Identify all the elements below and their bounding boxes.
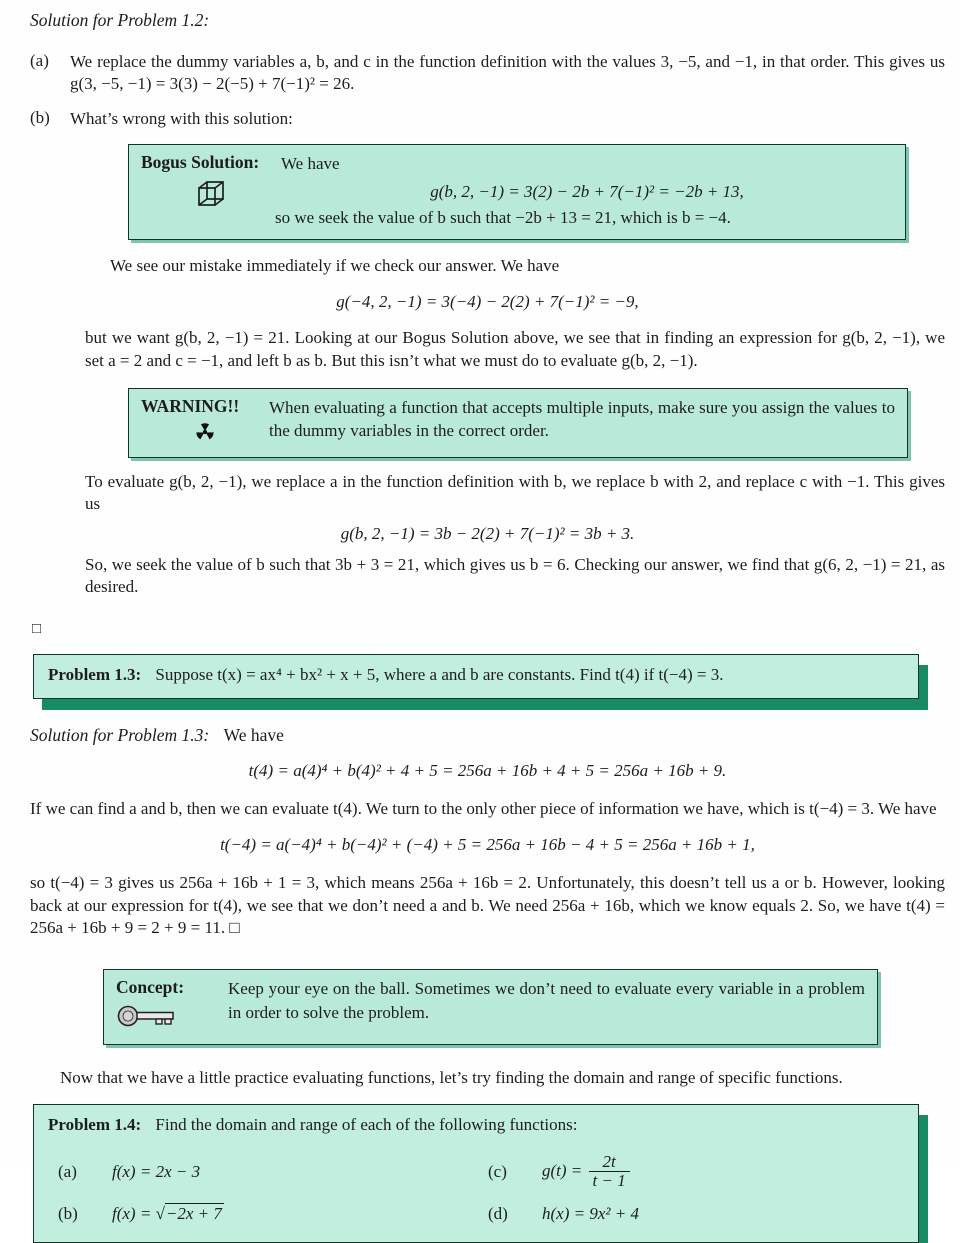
t-neg4-equation: t(−4) = a(−4)⁴ + b(−4)² + (−4) + 5 = 256a + 16b − 4 + 5 = 256a + 16b + 1, — [220, 835, 755, 855]
concept-label-column — [116, 977, 228, 1035]
warning-text: When evaluating a function that accepts multiple inputs, make sure you assign the values to the dummy variables in the correct order. — [269, 397, 895, 441]
item-d-formula: h(x) = 9x² + 4 — [542, 1204, 639, 1224]
key-icon — [116, 1002, 228, 1035]
radicand: −2x + 7 — [165, 1204, 222, 1224]
problem-1-4-row-1 — [48, 1153, 904, 1191]
item-b-label: (b) — [58, 1204, 78, 1224]
check-equation: g(−4, 2, −1) = 3(−4) − 2(2) + 7(−1)² = −9, — [336, 292, 639, 312]
final-equation: g(b, 2, −1) = 3b − 2(2) + 7(−1)² = 3b + 3. — [340, 523, 635, 543]
bogus-equation: g(b, 2, −1) = 3(2) − 2b + 7(−1)² = −2b + 13, — [430, 181, 744, 201]
qed-square: □ — [32, 620, 42, 637]
concept-label: Concept: — [116, 977, 185, 998]
warning-label: WARNING!! — [141, 395, 240, 416]
so-we-seek-paragraph: So, we seek the value of b such that 3b + 3 = 21, which gives us b = 6. Checking our answer, we find that g(6, 2, −1) = 21, as desired. — [85, 554, 945, 597]
item-a-formula: f(x) = 2x − 3 — [112, 1161, 201, 1181]
concept-text: Keep your eye on the ball. Sometimes we don’t need to evaluate every variable in a problem in order to solve the problem. — [228, 979, 865, 1022]
bogus-content — [275, 152, 893, 229]
solution-1-3-intro: We have — [223, 724, 284, 745]
problem-1-4-box — [33, 1104, 919, 1243]
fraction — [589, 1153, 630, 1191]
fraction-denominator: t − 1 — [589, 1171, 630, 1191]
bogus-solution-label: Bogus Solution: — [141, 152, 260, 173]
fraction-numerator: 2t — [602, 1151, 616, 1171]
item-b-prefix: f(x) = — [112, 1204, 156, 1224]
solution-1-3-heading — [30, 725, 945, 746]
item-a-text: We replace the dummy variables a, b, and c in the function definition with the values 3, −5, and −1, in that order. This gives us g(3, −5, −1) = 3(3) − 2(−5) + 7(−1)² = 26. — [70, 52, 945, 94]
warning-label-column — [141, 396, 269, 448]
item-b-text: What’s wrong with this solution: — [70, 108, 293, 128]
item-d-label: (d) — [488, 1204, 508, 1224]
item-a-label: (a) — [58, 1161, 77, 1181]
transition-paragraph: Now that we have a little practice evaluating functions, let’s try finding the domain and range of specific functions. — [60, 1068, 843, 1088]
radiation-icon — [141, 421, 269, 448]
problem-1-4-label: Problem 1.4: — [48, 1114, 142, 1134]
to-evaluate-paragraph: To evaluate g(b, 2, −1), we replace a in the function definition with b, we replace b with 2, and replace c with −1. This gives us — [85, 471, 945, 514]
solution-1-3-heading-text: Solution for Problem 1.3: — [30, 724, 210, 745]
so-t-neg4-paragraph: so t(−4) = 3 gives us 256a + 16b + 1 = 3, which means 256a + 16b = 2. Unfortunately, this doesn’t tell us a or b. However, looking back at our expression for t(4), we see that we don’t need a and b. We need 256a + 16b, which we know equals 2. So, we have t(4) = 256a + 16b + 9 = 2 + 9 = 11. □ — [30, 873, 945, 937]
problem-1-4-item-a — [48, 1161, 478, 1184]
item-a-label: (a) — [30, 51, 49, 70]
but-we-want-paragraph: but we want g(b, 2, −1) = 21. Looking at our Bogus Solution above, we see that in finding an expression for g(b, 2, −1), we set a = 2 and c = −1, and left b as b. But this isn’t what we must do to evaluate g(b, 2, −1). — [85, 328, 945, 370]
concept-box — [103, 969, 878, 1045]
problem-1-4-item-d — [478, 1203, 639, 1226]
solution-1-2-heading-text: Solution for Problem 1.2: — [30, 10, 210, 30]
item-b-formula — [112, 1203, 224, 1226]
item-b-label: (b) — [30, 107, 50, 127]
problem-1-3-label: Problem 1.3: — [48, 664, 142, 684]
problem-1-4-title-row — [48, 1114, 904, 1137]
item-c-formula — [542, 1153, 630, 1191]
warning-box — [128, 388, 908, 458]
problem-1-3-box — [33, 654, 919, 699]
solution-1-2-heading — [30, 10, 945, 31]
radical-sign: √ — [155, 1204, 165, 1224]
problem-1-4-row-2 — [48, 1203, 904, 1226]
t4-equation: t(4) = a(4)⁴ + b(4)² + 4 + 5 = 256a + 16b + 4 + 5 = 256a + 16b + 9. — [248, 760, 727, 780]
solution-item-a — [30, 51, 945, 96]
bogus-outro: so we seek the value of b such that −2b + 13 = 21, which is b = −4. — [275, 208, 731, 228]
problem-1-4-item-b — [48, 1203, 478, 1226]
bogus-intro: We have — [281, 154, 340, 174]
mistake-paragraph: We see our mistake immediately if we check our answer. We have — [110, 255, 560, 275]
problem-1-4-text: Find the domain and range of each of the following functions: — [155, 1114, 578, 1134]
bogus-solution-box — [128, 144, 906, 239]
if-we-can-find-paragraph: If we can find a and b, then we can evaluate t(4). We turn to the only other piece of information we have, which is t(−4) = 3. We have — [30, 798, 937, 818]
solution-item-b — [30, 108, 945, 130]
item-c-label: (c) — [488, 1161, 507, 1181]
problem-1-4-item-c — [478, 1153, 630, 1191]
cube-icon — [141, 177, 281, 216]
item-c-prefix: g(t) = — [542, 1160, 587, 1180]
bogus-label-column — [141, 152, 281, 229]
problem-1-3-text: Suppose t(x) = ax⁴ + bx² + x + 5, where a and b are constants. Find t(4) if t(−4) = 3. — [155, 664, 724, 684]
